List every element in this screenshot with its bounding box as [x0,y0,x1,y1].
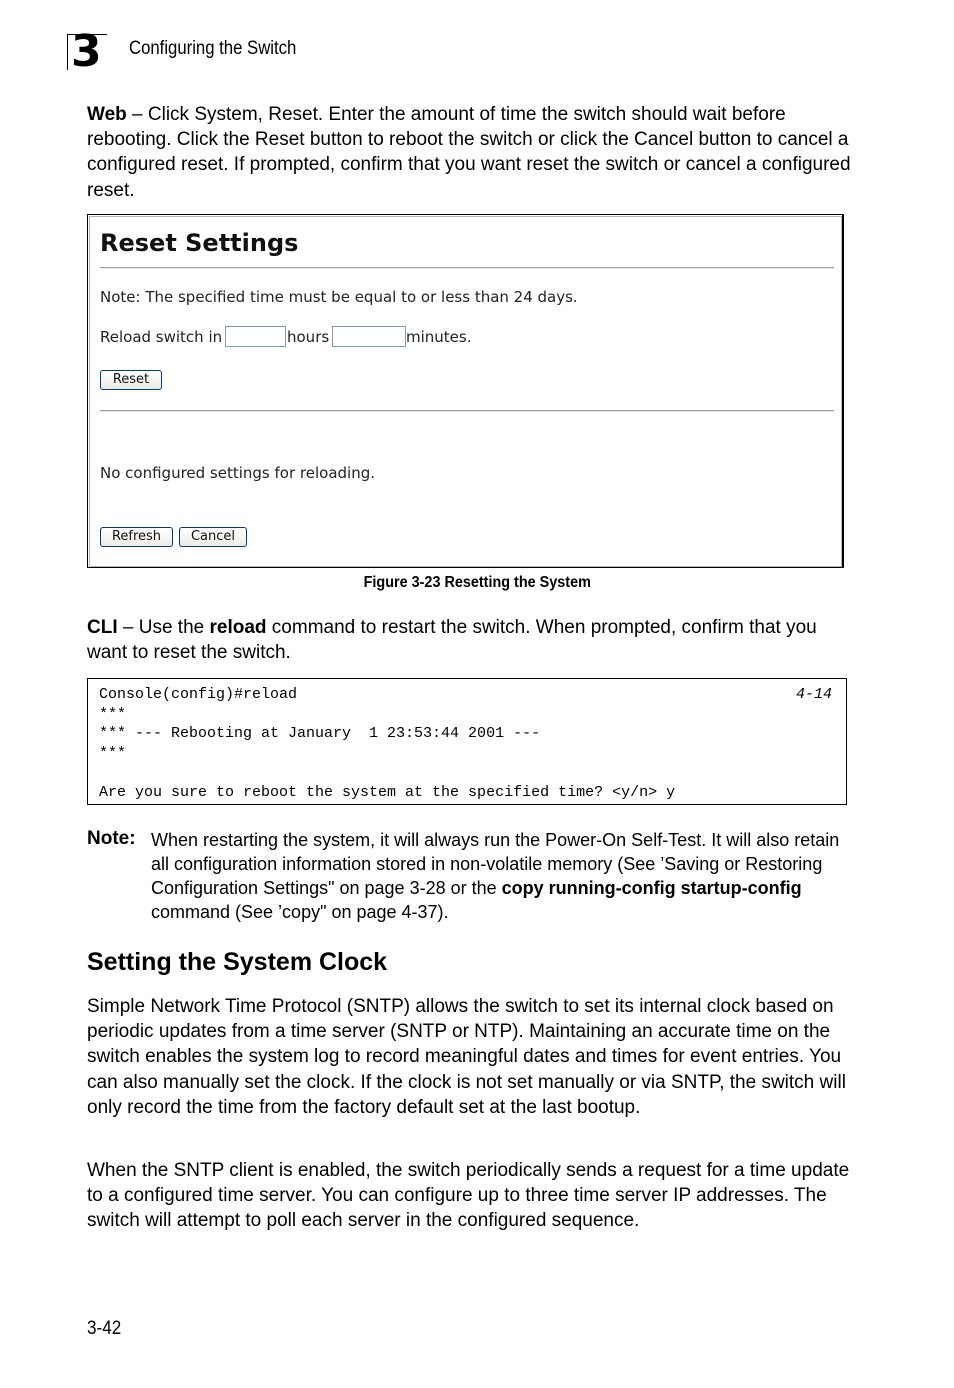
section-heading: Setting the System Clock [87,948,388,976]
reset-button[interactable]: Reset [100,370,162,390]
section-divider [100,410,834,412]
cli-label: CLI [87,617,118,638]
minutes-label: minutes. [406,328,472,346]
hours-label: hours [287,328,330,346]
reset-settings-screenshot [87,214,844,568]
code-line: *** [99,744,127,762]
reload-command: reload [209,617,267,638]
cli-code-block [87,678,847,805]
reload-status-text: No configured settings for reloading. [100,464,375,482]
refresh-button[interactable]: Refresh [100,527,173,547]
figure-caption: Figure 3-23 Resetting the System [363,574,591,591]
code-line: Are you sure to reboot the system at the specified time? <y/n> y [99,783,676,801]
web-instructions [87,102,857,203]
copy-command: copy running-config startup-config [501,878,802,898]
note-label: Note: [87,828,136,849]
note-text: When restarting the system, it will always run the Power-On Self-Test. It will also retain all configuration information stored in non-volatile memory (See ’Saving or Restoring Configuration Settings" on page 3-28 or the copy running-config startup-config command (See ’copy" on page 4-37). [151,830,840,922]
title-divider [100,267,834,269]
command-reference: 4-14 [795,686,832,703]
chapter-number-box [67,26,107,77]
reset-settings-title: Reset Settings [100,229,299,257]
cli-instructions: CLI – Use the reload command to restart the switch. When prompted, confirm that you want to reset the switch. [87,617,817,664]
web-label: Web [87,104,127,125]
minutes-input[interactable] [332,326,406,347]
hours-input[interactable] [225,326,286,347]
chapter-number: 3 [71,26,101,77]
chapter-title: Configuring the Switch [129,38,297,59]
code-line: Console(config)#reload [99,686,298,703]
code-line: *** [99,705,127,723]
sntp-client-paragraph: When the SNTP client is enabled, the switch periodically sends a request for a time update to a configured time server. You can configure up to three time server IP addresses. The switch will attempt to poll each server in the configured sequence. [87,1160,850,1232]
sntp-paragraph: Simple Network Time Protocol (SNTP) allows the switch to set its internal clock based on periodic updates from a time server (SNTP or NTP). Maintaining an accurate time on the switch enables the system log to record meaningful dates and times for event entries. You can also manually set the clock. If the clock is not set manually or via SNTP, the switch will only record the time from the factory default set at the last bootup. [87,996,846,1118]
reload-label: Reload switch in [100,328,223,346]
page-number: 3-42 [87,1318,122,1339]
code-line: *** --- Rebooting at January 1 23:53:44 2001 --- [99,725,541,742]
web-text: – Click System, Reset. Enter the amount of time the switch should wait before rebooting. Click the Reset button to reboot the switch or click the Cancel button to cancel a configured reset. If prompted, confirm that you want reset the switch or cancel a configured reset. [87,104,851,201]
cancel-button[interactable]: Cancel [179,527,247,547]
time-limit-note: Note: The specified time must be equal to or less than 24 days. [100,288,578,306]
